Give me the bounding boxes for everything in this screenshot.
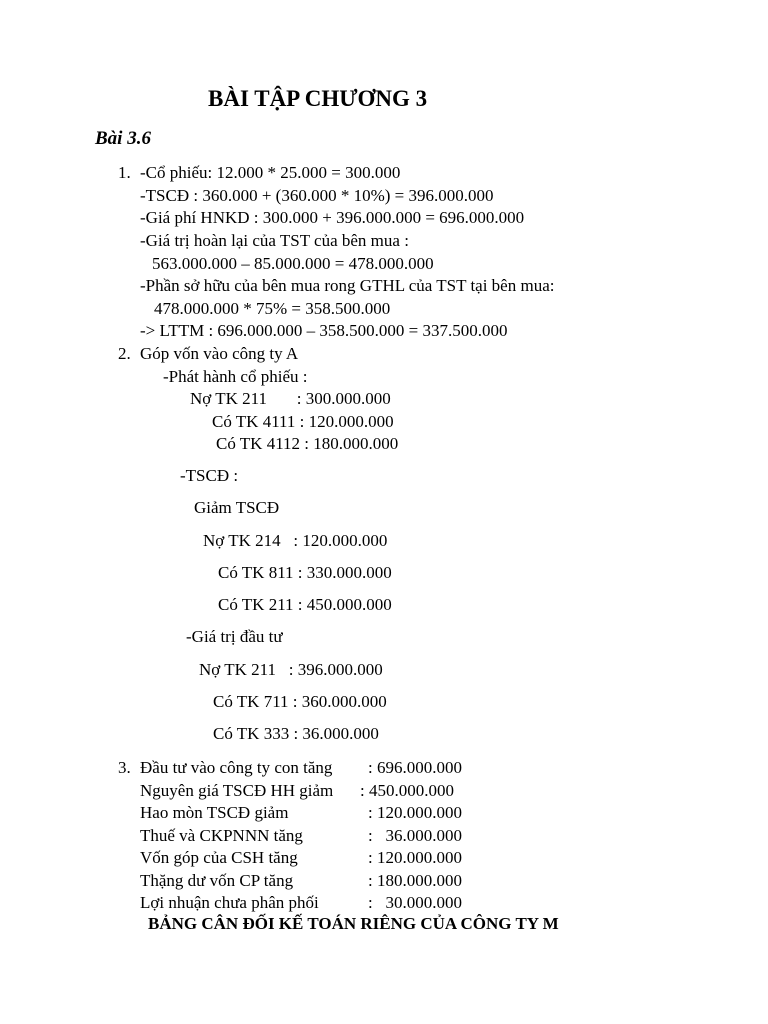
- adjustment-value: : 36.000.000: [368, 826, 462, 845]
- adjustment-label: Hao mòn TSCĐ giảm: [140, 803, 289, 822]
- journal-entry-line: Nợ TK 214 : 120.000.000: [203, 531, 388, 550]
- journal-entry-line: Nợ TK 211 : 300.000.000: [190, 389, 391, 408]
- journal-entry-line: Có TK 333 : 36.000.000: [213, 724, 379, 743]
- section-1-line: -Giá trị hoàn lại của TST của bên mua :: [140, 231, 409, 250]
- adjustment-value: : 120.000.000: [368, 848, 462, 867]
- reduce-tscd-heading: Giảm TSCĐ: [194, 498, 280, 517]
- exercise-heading: Bài 3.6: [95, 128, 151, 149]
- section-1-line: -Phần sở hữu của bên mua rong GTHL của TST tại bên mua:: [140, 276, 555, 295]
- balance-sheet-title: BẢNG CÂN ĐỐI KẾ TOÁN RIÊNG CỦA CÔNG TY M: [148, 914, 559, 933]
- adjustment-value: : 180.000.000: [368, 871, 462, 890]
- adjustment-value: : 696.000.000: [368, 758, 462, 777]
- adjustment-label: Nguyên giá TSCĐ HH giảm: [140, 781, 334, 800]
- adjustment-value: : 120.000.000: [368, 803, 462, 822]
- section-2-number: 2.: [118, 344, 131, 363]
- adjustment-label: Thặng dư vốn CP tăng: [140, 871, 294, 890]
- adjustment-value: : 450.000.000: [360, 781, 454, 800]
- section-1-line: -TSCĐ : 360.000 + (360.000 * 10%) = 396.000.000: [140, 186, 494, 205]
- issue-shares-heading: -Phát hành cổ phiếu :: [163, 367, 308, 386]
- journal-entry-line: Có TK 4111 : 120.000.000: [212, 412, 394, 431]
- section-1-line: 478.000.000 * 75% = 358.500.000: [154, 299, 391, 318]
- journal-entry-line: Có TK 4112 : 180.000.000: [216, 434, 399, 453]
- adjustment-label: Vốn góp của CSH tăng: [140, 848, 298, 867]
- investment-value-heading: -Giá trị đầu tư: [186, 627, 283, 646]
- section-1-line: 563.000.000 – 85.000.000 = 478.000.000: [152, 254, 434, 273]
- journal-entry-line: Nợ TK 211 : 396.000.000: [199, 660, 383, 679]
- section-2-heading: Góp vốn vào công ty A: [140, 344, 299, 363]
- adjustment-label: Lợi nhuận chưa phân phối: [140, 893, 319, 912]
- section-1-line: -Giá phí HNKD : 300.000 + 396.000.000 = 696.000.000: [140, 208, 525, 227]
- section-1-line: -> LTTM : 696.000.000 – 358.500.000 = 337.500.000: [140, 321, 508, 340]
- journal-entry-line: Có TK 211 : 450.000.000: [218, 595, 392, 614]
- journal-entry-line: Có TK 811 : 330.000.000: [218, 563, 392, 582]
- adjustment-value: : 30.000.000: [368, 893, 462, 912]
- journal-entry-line: Có TK 711 : 360.000.000: [213, 692, 387, 711]
- adjustment-label: Thuế và CKPNNN tăng: [140, 826, 303, 845]
- adjustment-label: Đầu tư vào công ty con tăng: [140, 758, 333, 777]
- page-title: BÀI TẬP CHƯƠNG 3: [208, 86, 428, 111]
- section-3-number: 3.: [118, 758, 131, 777]
- tscd-heading: -TSCĐ :: [180, 466, 239, 485]
- section-1-line: -Cổ phiếu: 12.000 * 25.000 = 300.000: [140, 163, 401, 182]
- section-1-number: 1.: [118, 163, 131, 182]
